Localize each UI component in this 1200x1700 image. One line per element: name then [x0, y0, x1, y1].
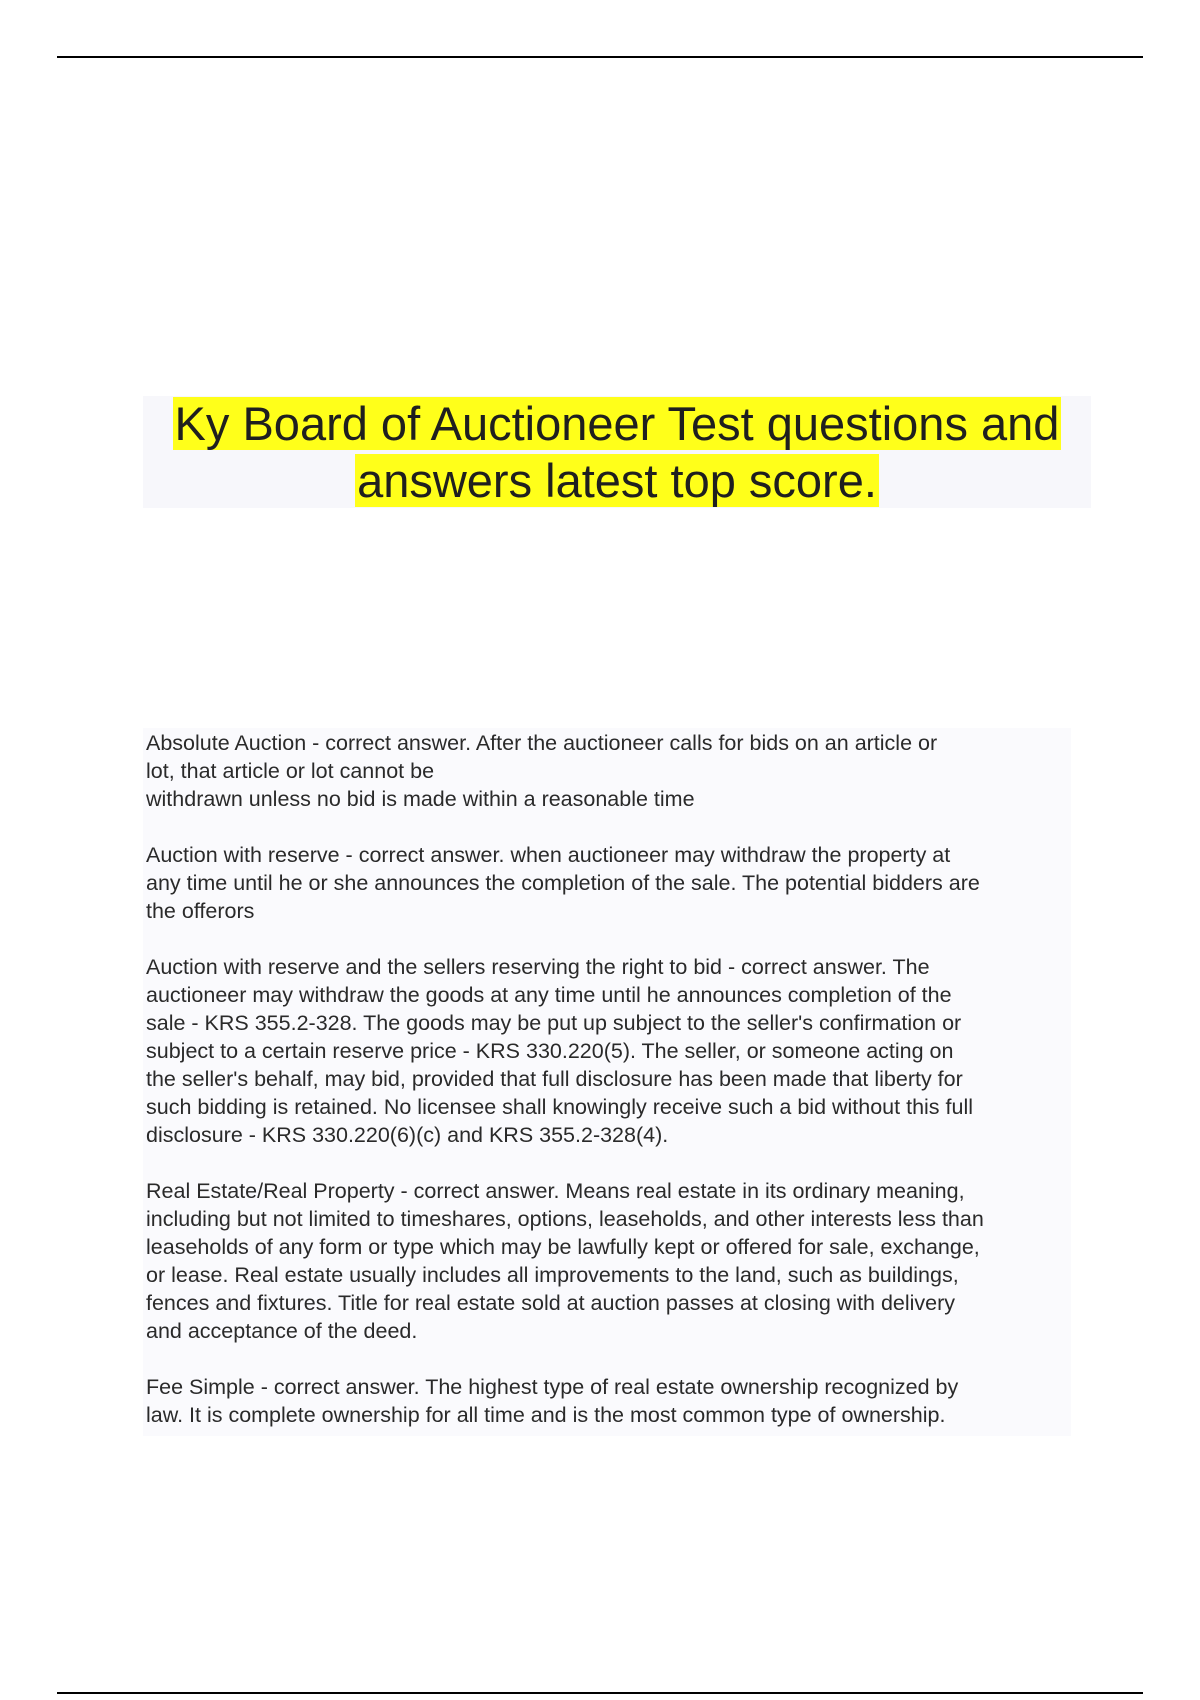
- top-rule: [57, 56, 1143, 58]
- qa-item: [146, 953, 1106, 1149]
- qa-line: leaseholds of any form or type which may be lawfully kept or offered for sale, exchange,: [146, 1235, 980, 1259]
- qa-line: Absolute Auction - correct answer. After the auctioneer calls for bids on an article or: [146, 731, 938, 755]
- qa-line: Auction with reserve and the sellers reserving the right to bid - correct answer. The: [146, 955, 930, 979]
- qa-line: disclosure - KRS 330.220(6)(c) and KRS 355.2-328(4).: [146, 1123, 669, 1147]
- title-line-2: answers latest top score.: [357, 454, 877, 507]
- document-title: [143, 395, 1091, 509]
- title-line-1: Ky Board of Auctioneer Test questions and: [174, 397, 1060, 450]
- qa-line: law. It is complete ownership for all time and is the most common type of ownership.: [146, 1403, 946, 1427]
- qa-line: or lease. Real estate usually includes all improvements to the land, such as buildings,: [146, 1263, 959, 1287]
- bottom-rule: [57, 1692, 1143, 1694]
- qa-line: lot, that article or lot cannot be: [146, 759, 435, 783]
- qa-line: Real Estate/Real Property - correct answer. Means real estate in its ordinary meaning,: [146, 1179, 965, 1203]
- qa-list: [146, 729, 1106, 1457]
- qa-line: fences and fixtures. Title for real estate sold at auction passes at closing with delivery: [146, 1291, 956, 1315]
- qa-item: [146, 729, 1106, 813]
- qa-line: including but not limited to timeshares, options, leaseholds, and other interests less than: [146, 1207, 984, 1231]
- qa-line: withdrawn unless no bid is made within a reasonable time: [146, 787, 695, 811]
- qa-line: the offerors: [146, 899, 255, 923]
- qa-item: [146, 1177, 1106, 1345]
- qa-line: such bidding is retained. No licensee shall knowingly receive such a bid without this full: [146, 1095, 974, 1119]
- qa-line: sale - KRS 355.2-328. The goods may be put up subject to the seller's confirmation or: [146, 1011, 962, 1035]
- qa-line: subject to a certain reserve price - KRS 330.220(5). The seller, or someone acting on: [146, 1039, 954, 1063]
- qa-line: and acceptance of the deed.: [146, 1319, 418, 1343]
- qa-item: [146, 841, 1106, 925]
- qa-line: Fee Simple - correct answer. The highest type of real estate ownership recognized by: [146, 1375, 959, 1399]
- qa-line: Auction with reserve - correct answer. when auctioneer may withdraw the property at: [146, 843, 951, 867]
- qa-line: any time until he or she announces the completion of the sale. The potential bidders are: [146, 871, 980, 895]
- qa-item: [146, 1373, 1106, 1429]
- qa-line: auctioneer may withdraw the goods at any time until he announces completion of the: [146, 983, 952, 1007]
- qa-line: the seller's behalf, may bid, provided that full disclosure has been made that liberty for: [146, 1067, 963, 1091]
